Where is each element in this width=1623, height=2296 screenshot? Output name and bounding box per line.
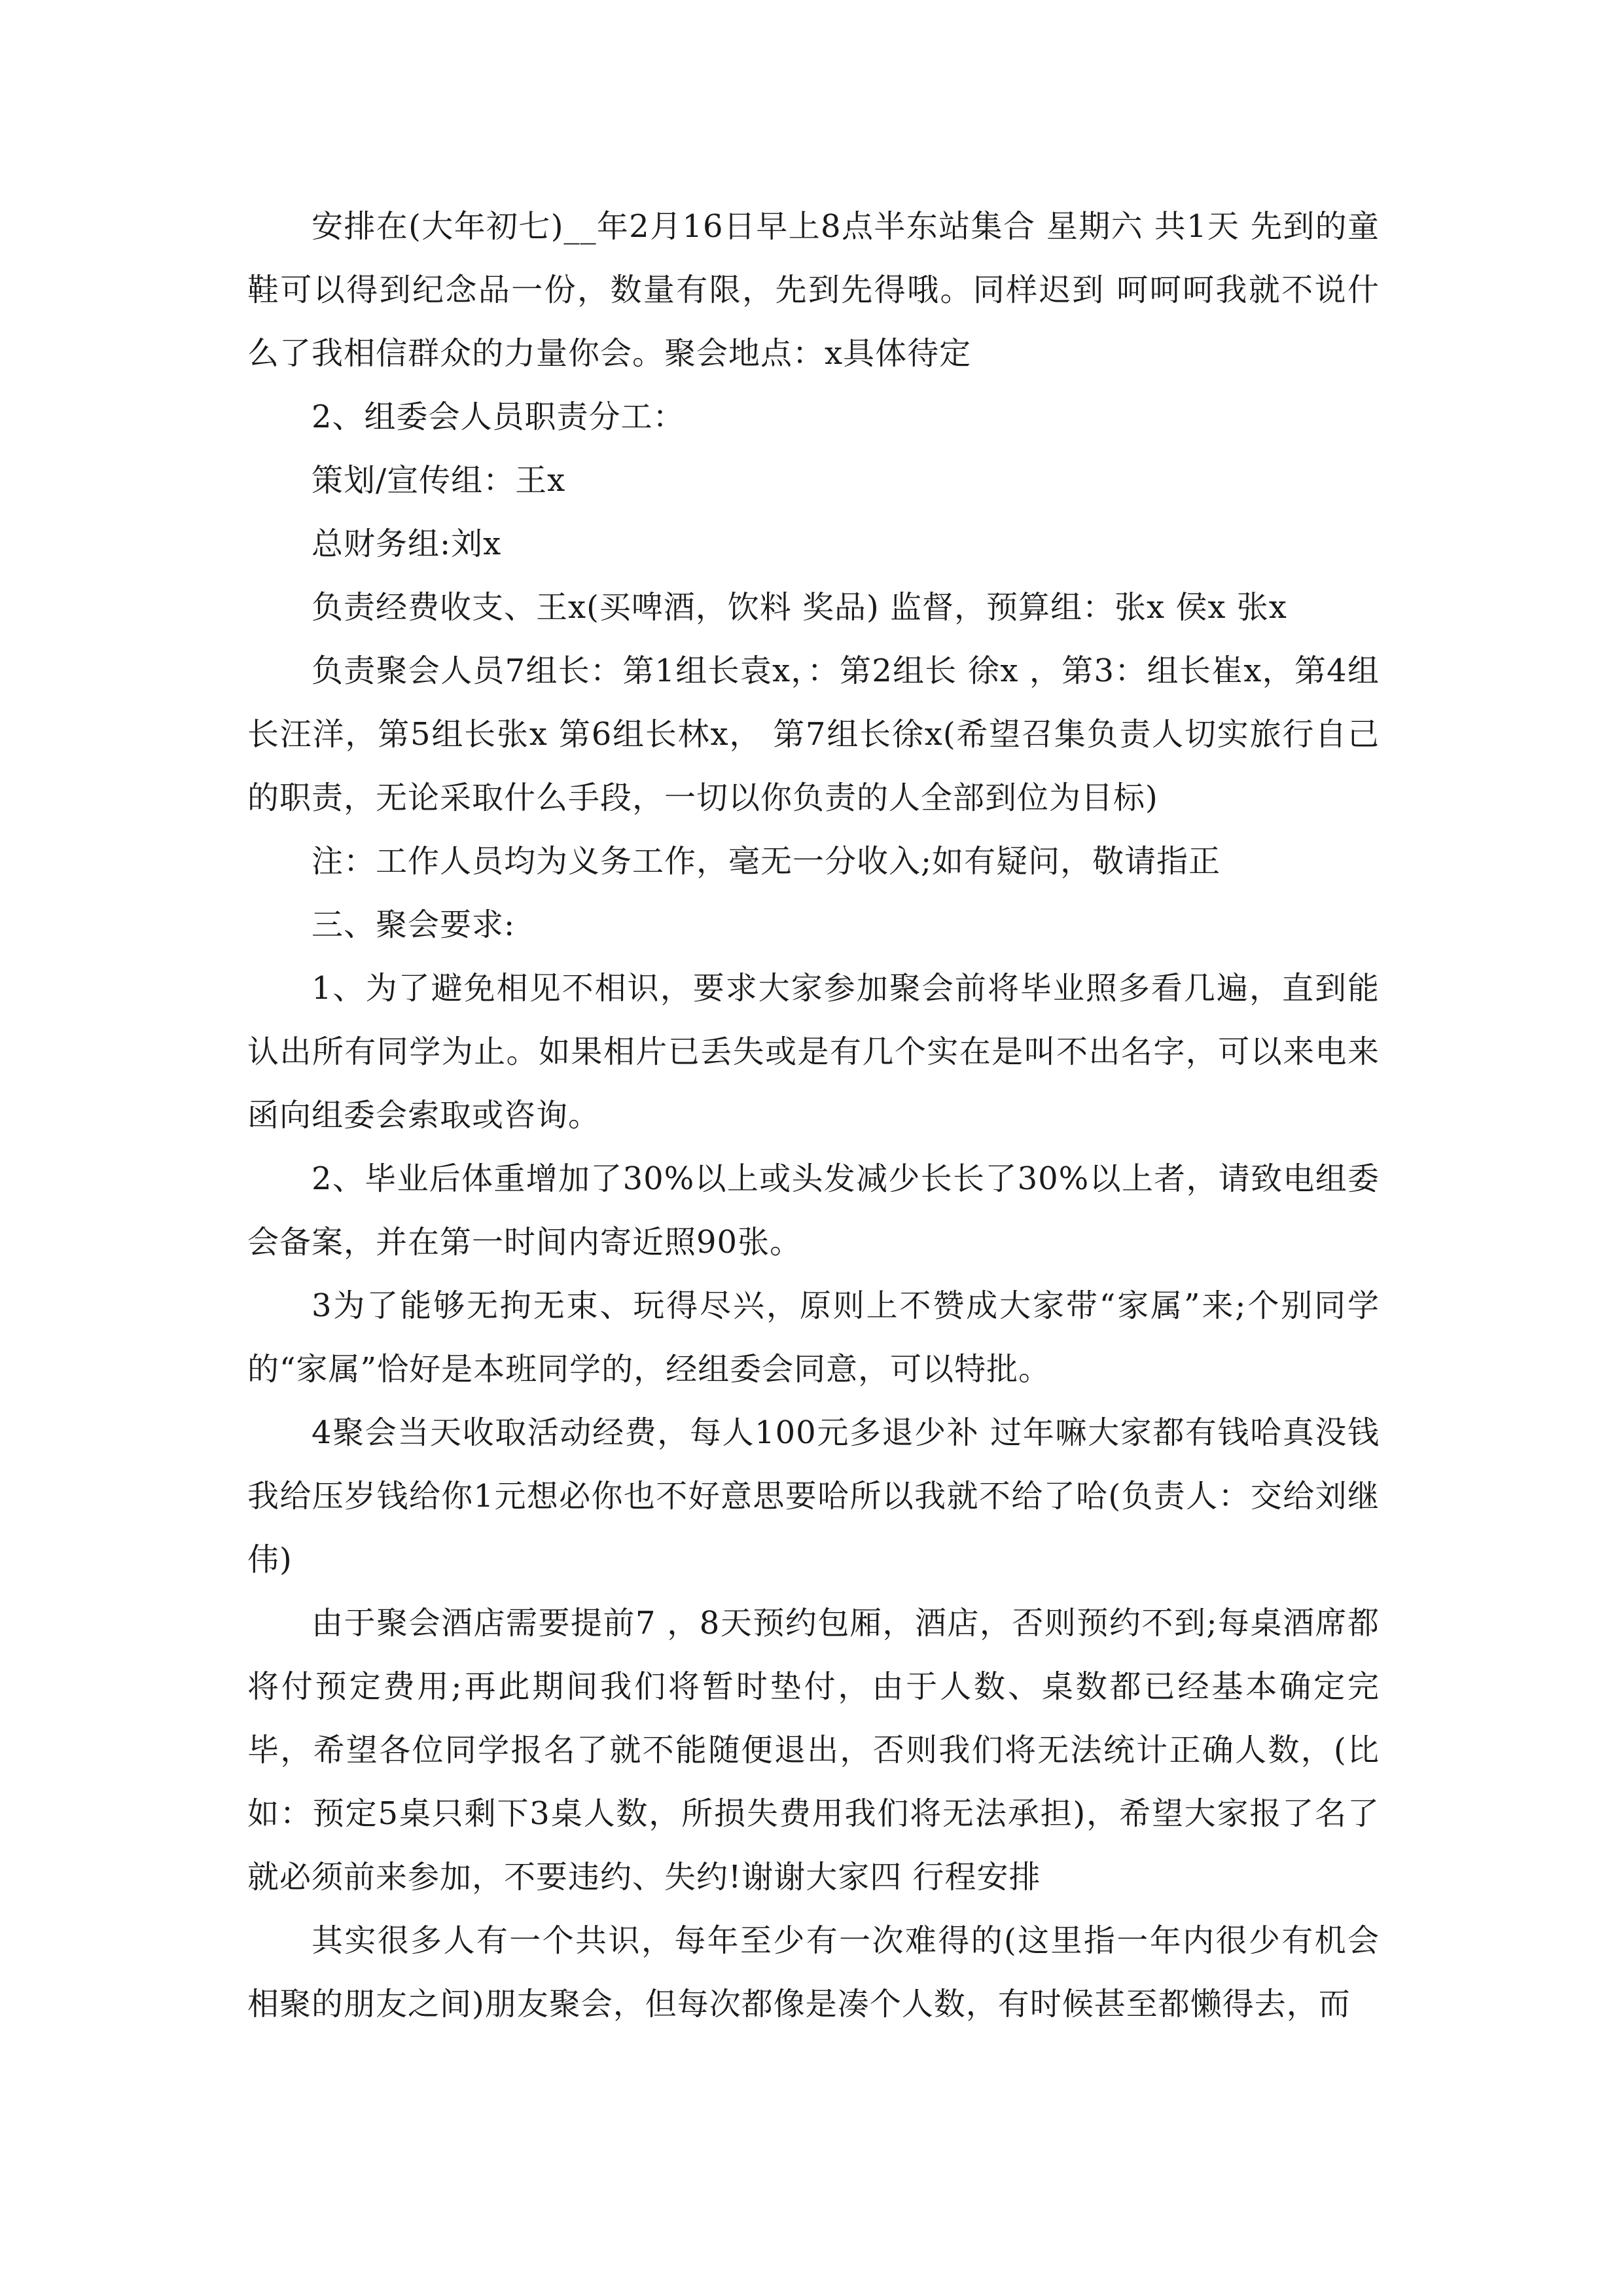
paragraph-schedule: 安排在(大年初七)__年2月16日早上8点半东站集合 星期六 共1天 先到的童鞋可以得到纪念品一份，数量有限，先到先得哦。同样迟到 呵呵呵我就不说什么了我相信群众的力量你会。聚会地点：x具体待定 — [247, 208, 1380, 372]
paragraph-budget-group: 负责经费收支、王x(买啤酒，饮料 奖品) 监督，预算组：张x 侯x 张x — [312, 589, 1287, 626]
paragraph-planning-group: 策划/宣传组：王x — [312, 462, 566, 499]
paragraph-committee-heading: 2、组委会人员职责分工： — [312, 399, 685, 435]
paragraph-finance-group: 总财务组:刘x — [312, 526, 502, 562]
document-body — [247, 195, 1380, 2036]
paragraph-reservation: 由于聚会酒店需要提前7 ，8天预约包厢，酒店，否则预约不到;每桌酒席都将付预定费用;再此期间我们将暂时垫付，由于人数、桌数都已经基本确定完毕，希望各位同学报名了就不能随便退出，否则我们将无法统计正确人数，(比如：预定5桌只剩下3桌人数，所损失费用我们将无法承担)，希望大家报了名了就必须前来参加，不要违约、失约!谢谢大家四 行程安排 — [247, 1605, 1380, 1895]
paragraph-requirement-3: 3为了能够无拘无束、玩得尽兴，原则上不赞成大家带“家属”来;个别同学的“家属”恰好是本班同学的，经组委会同意，可以特批。 — [247, 1287, 1380, 1388]
paragraph-requirement-2: 2、毕业后体重增加了30%以上或头发减少长长了30%以上者，请致电组委会备案，并在第一时间内寄近照90张。 — [247, 1160, 1380, 1261]
paragraph-requirement-4: 4聚会当天收取活动经费，每人100元多退少补 过年嘛大家都有钱哈真没钱我给压岁钱给你1元想必你也不好意思要哈所以我就不给了哈(负责人：交给刘继伟) — [247, 1414, 1380, 1578]
paragraph-note: 注：工作人员均为义务工作，毫无一分收入;如有疑问，敬请指正 — [312, 843, 1221, 880]
paragraph-requirement-1: 1、为了避免相见不相识，要求大家参加聚会前将毕业照多看几遍，直到能认出所有同学为止。如果相片已丢失或是有几个实在是叫不出名字，可以来电来函向组委会索取或咨询。 — [247, 970, 1380, 1134]
paragraph-requirements-heading: 三、聚会要求: — [312, 906, 516, 943]
paragraph-consensus: 其实很多人有一个共识，每年至少有一次难得的(这里指一年内很少有机会相聚的朋友之间)朋友聚会，但每次都像是凑个人数，有时候甚至都懒得去，而 — [247, 1922, 1380, 2022]
paragraph-group-leaders: 负责聚会人员7组长：第1组长袁x，：第2组长 徐x ，第3：组长崔x，第4组长汪洋，第5组长张x 第6组长林x， 第7组长徐x(希望召集负责人切实旅行自己的职责，无论采取什么手段，一切以你负责的人全部到位为目标) — [247, 653, 1380, 816]
